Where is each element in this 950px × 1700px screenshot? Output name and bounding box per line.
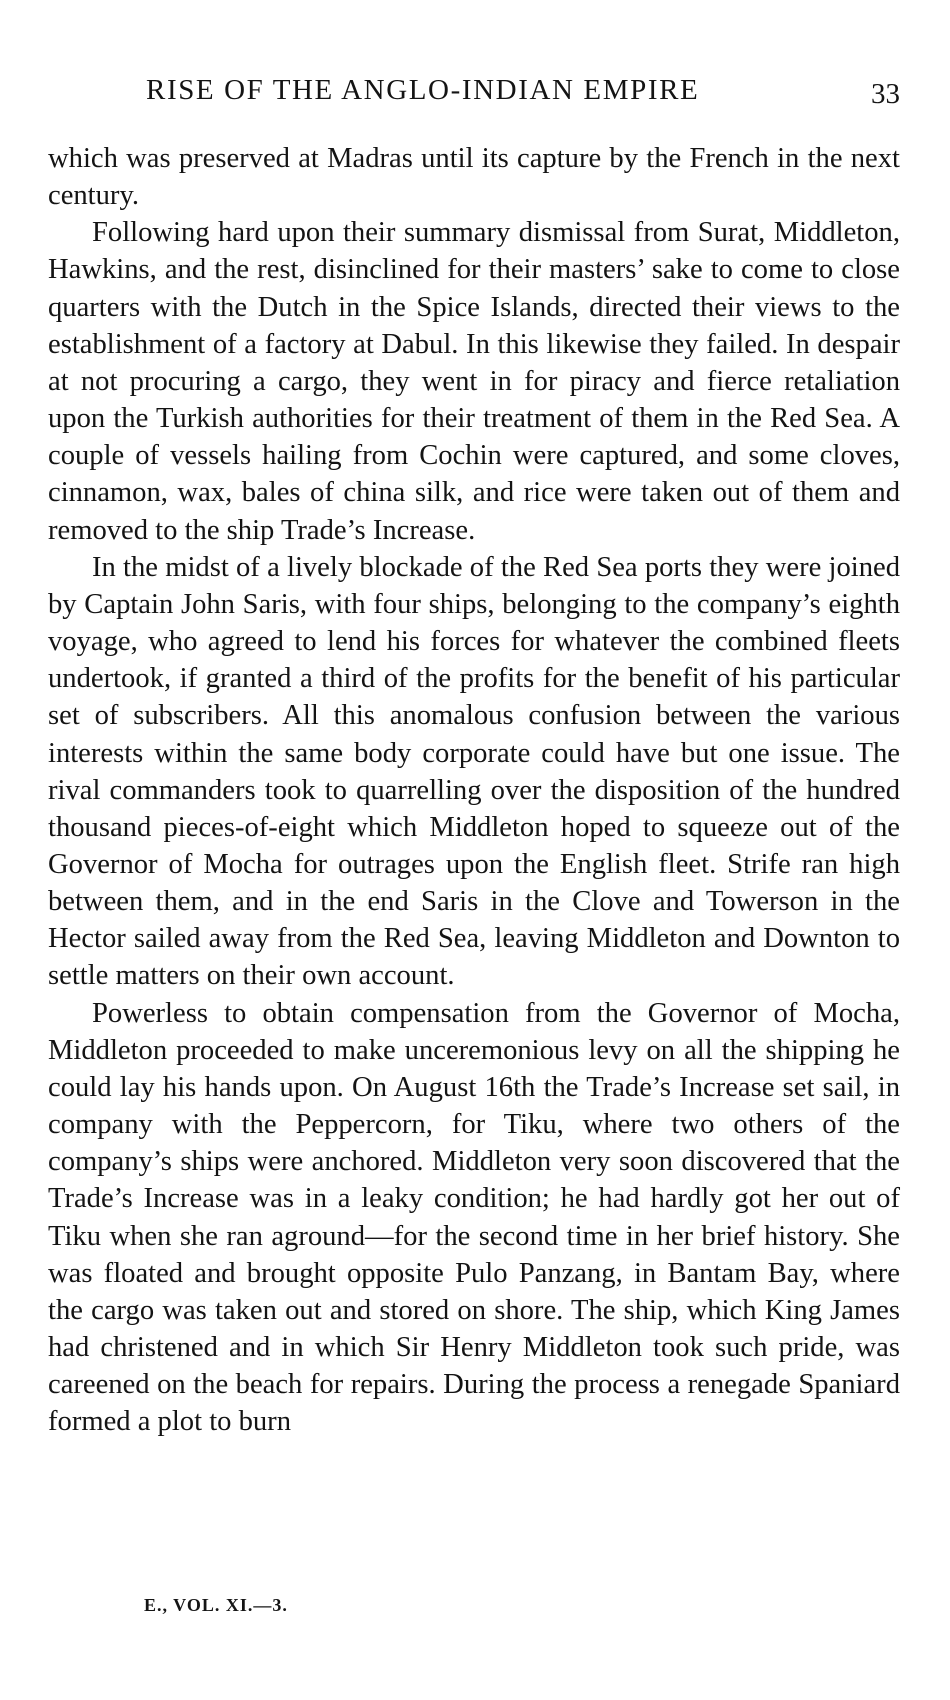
signature-mark: E., VOL. XI.—3. [144, 1595, 288, 1615]
running-header [48, 74, 900, 114]
running-title: RISE OF THE ANGLO-INDIAN EMPIRE [146, 74, 700, 106]
paragraph: Powerless to obtain compensation from the Governor of Mocha, Middleton proceeded to make unceremonious levy on all the shipping he could lay his hands upon. On August 16th the Trade’s Increase set sail, in company with the Peppercorn, for Tiku, where two others of the company’s ships were anchored. Middleton very soon discovered that the Trade’s Increase was in a leaky condition; he had hardly got her out of Tiku when she ran aground—for the second time in her brief history. She was floated and brought opposite Pulo Panzang, in Bantam Bay, where the cargo was taken out and stored on shore. The ship, which King James had christened and in which Sir Henry Middleton took such pride, was careened on the beach for repairs. During the process a renegade Spaniard formed a plot to burn [48, 997, 900, 1438]
paragraph-continued: which was preserved at Madras until its capture by the French in the next century. [48, 143, 900, 212]
body-text [48, 140, 900, 1440]
paragraph: In the midst of a lively blockade of the Red Sea ports they were joined by Captain John Saris, with four ships, belonging to the company’s eighth voyage, who agreed to lend his forces for whatever the combined fleets undertook, if granted a third of the profits for the benefit of his particular set of subscribers. All this anomalous confusion between the various interests within the same body corporate could have but one issue. The rival commanders took to quarrelling over the disposition of the hundred thousand pieces-of-eight which Middleton hoped to squeeze out of the Governor of Mocha for outrages upon the English fleet. Strife ran high between them, and in the end Saris in the Clove and Towerson in the Hector sailed away from the Red Sea, leaving Middleton and Downton to settle matters on their own account. [48, 551, 900, 992]
paragraph: Following hard upon their summary dismissal from Surat, Middleton, Hawkins, and the rest, disinclined for their masters’ sake to come to close quarters with the Dutch in the Spice Islands, directed their views to the establishment of a factory at Dabul. In this likewise they failed. In despair at not procuring a cargo, they went in for piracy and fierce retaliation upon the Turkish authorities for their treatment of them in the Red Sea. A couple of vessels hailing from Cochin were captured, and some cloves, cinnamon, wax, bales of china silk, and rice were taken out of them and removed to the ship Trade’s Increase. [48, 217, 900, 546]
page-number: 33 [871, 78, 900, 110]
